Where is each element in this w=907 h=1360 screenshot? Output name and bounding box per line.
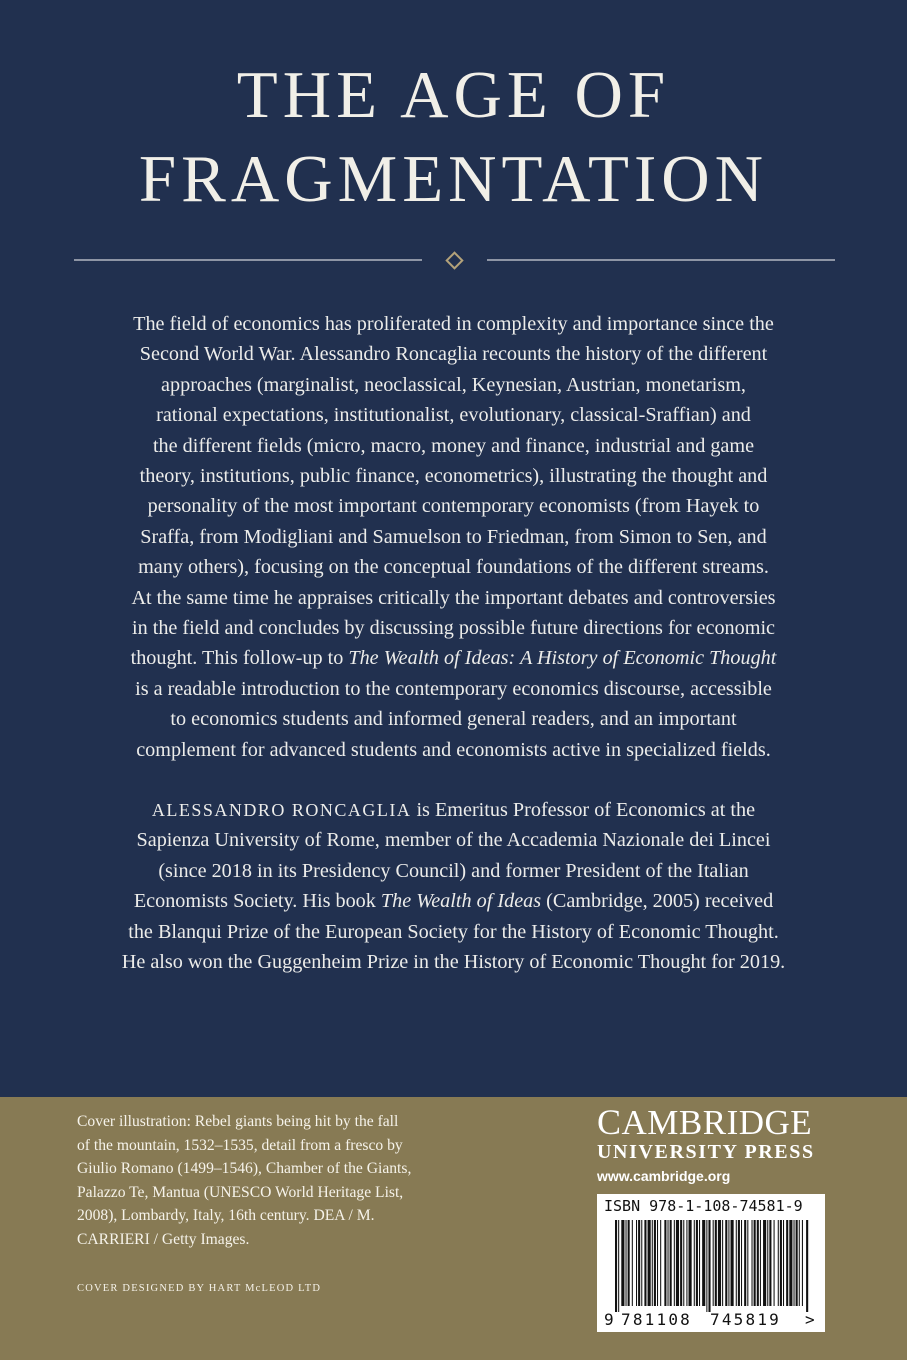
referenced-book-title: The Wealth of Ideas: A History of Economic Thought: [348, 647, 777, 670]
description-line: theory, institutions, public finance, econometrics), illustrating the thought and: [139, 465, 768, 488]
description-line: The field of economics has proliferated in complexity and importance since the: [133, 313, 774, 335]
book-description: [100, 309, 807, 765]
description-line: in the field and concludes by discussing possible future directions for economic: [131, 617, 776, 640]
description-text: thought. This follow-up to: [130, 647, 349, 670]
cover-designer-credit: COVER DESIGNED BY HART McLEOD LTD: [77, 1283, 322, 1294]
description-line: approaches (marginalist, neoclassical, Keynesian, Austrian, monetarism,: [161, 373, 746, 396]
bio-text: (Cambridge, 2005) received: [541, 890, 774, 913]
publisher-logo: [597, 1104, 812, 1140]
barcode-digits-group-2: 745819: [710, 1310, 781, 1329]
description-line: At the same time he appraises critically the important debates and controversies: [131, 586, 776, 609]
description-line: Second World War. Alessandro Roncaglia recounts the history of the different: [139, 343, 768, 366]
bio-line: He also won the Guggenheim Prize in the History of Economic Thought for 2019.: [121, 951, 786, 974]
credit-line: of the mountain, 1532–1535, detail from a fresco by: [77, 1136, 403, 1154]
author-name: ALESSANDRO RONCAGLIA: [151, 800, 412, 820]
author-bio: [100, 795, 807, 977]
publisher-press: UNIVERSITY PRESS: [597, 1141, 815, 1163]
credit-line: CARRIERI / Getty Images.: [77, 1230, 250, 1248]
description-line: to economics students and informed general readers, and an important: [170, 708, 737, 731]
barcode-tail-marker: >: [805, 1310, 815, 1329]
barcode-digits-group-1: 781108: [621, 1310, 692, 1329]
bio-line: [100, 795, 807, 825]
book-title-line-2: FRAGMENTATION: [138, 142, 769, 216]
description-line: Sraffa, from Modigliani and Samuelson to Friedman, from Simon to Sen, and: [140, 525, 767, 548]
divider-right: [487, 259, 835, 261]
barcode-panel: [597, 1194, 825, 1332]
description-line: is a readable introduction to the contemporary economics discourse, accessible: [135, 677, 772, 700]
publisher-initial: C: [597, 1102, 622, 1142]
bio-text: Economists Society. His book: [133, 890, 381, 913]
credit-line: Giulio Romano (1499–1546), Chamber of the Giants,: [77, 1160, 412, 1178]
description-line: rational expectations, institutionalist, evolutionary, classical-Sraffian) and: [156, 404, 751, 427]
credit-line: Cover illustration: Rebel giants being hit by the fall: [77, 1113, 399, 1130]
credit-line: 2008), Lombardy, Italy, 16th century. DEA / M.: [77, 1207, 375, 1225]
bio-line: Sapienza University of Rome, member of the Accademia Nazionale dei Lincei: [136, 829, 771, 852]
bio-line: [100, 886, 807, 916]
cover-illustration-credit: [77, 1110, 477, 1252]
description-line: personality of the most important contemporary economists (from Hayek to: [147, 495, 760, 518]
bio-line: the Blanqui Prize of the European Society for the History of Economic Thought.: [128, 920, 779, 943]
description-line: the different fields (micro, macro, money and finance, industrial and game: [152, 434, 755, 457]
isbn-label: ISBN 978-1-108-74581-9: [604, 1197, 803, 1215]
barcode-digit-lead: 9: [604, 1310, 614, 1329]
publisher-name: AMBRIDGE: [621, 1103, 813, 1142]
barcode-icon: [603, 1220, 819, 1312]
bio-text: is Emeritus Professor of Economics at the: [411, 799, 756, 821]
divider-left: [74, 259, 422, 261]
bio-line: (since 2018 in its Presidency Council) and former President of the Italian: [158, 859, 749, 882]
publisher-url: www.cambridge.org: [597, 1168, 731, 1184]
referenced-book-title: The Wealth of Ideas: [380, 890, 542, 913]
book-title-line-1: THE AGE OF: [236, 58, 671, 132]
description-line: [100, 643, 807, 673]
credit-line: Palazzo Te, Mantua (UNESCO World Heritage List,: [77, 1183, 404, 1201]
description-line: many others), focusing on the conceptual foundations of the different streams.: [138, 556, 769, 579]
description-line: complement for advanced students and economists active in specialized fields.: [136, 738, 771, 761]
